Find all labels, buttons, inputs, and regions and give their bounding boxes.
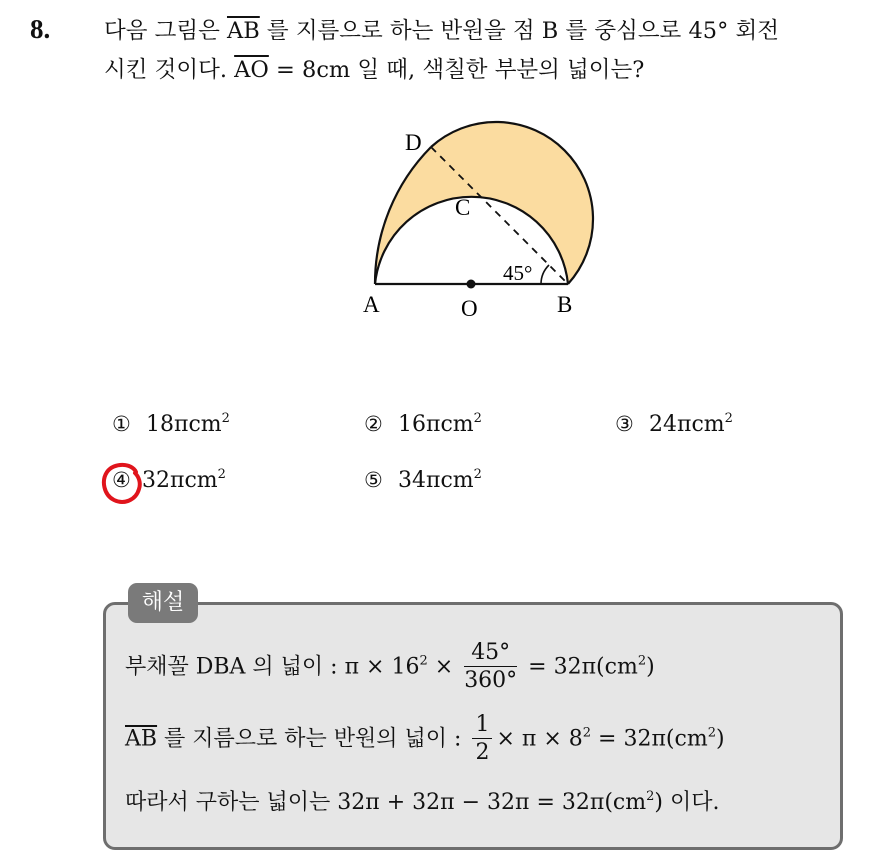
choice-1[interactable]: ① 18πcm$^2$	[112, 411, 230, 437]
solution-line-2: $\overline{AB}$ 를 지름으로 하는 반원의 넓이 : $\frac{1}{2}$ × $\pi \times 8^2 = 32\pi(cm^2)$	[125, 712, 725, 765]
choice-2-mark: ②	[364, 412, 383, 436]
choice-1-mark: ①	[112, 412, 131, 436]
label-o: O	[461, 296, 478, 321]
label-c: C	[455, 195, 471, 220]
choice-1-value: 18πcm	[146, 412, 222, 437]
choice-5-value: 34πcm	[398, 468, 474, 493]
choice-5-mark: ⑤	[364, 468, 383, 492]
choice-5[interactable]: ⑤ 34πcm$^2$	[364, 467, 482, 493]
choice-4[interactable]: ④ 32πcm$^2$	[112, 467, 226, 493]
segment-ao: $\overline{AO}$	[234, 57, 269, 83]
angle-arc	[541, 265, 549, 284]
semicircle-rotation-figure	[340, 112, 620, 327]
question-number: 8.	[30, 14, 51, 44]
angle-label: 45°	[503, 261, 533, 285]
label-d: D	[405, 130, 422, 155]
fraction-45-360: $\frac{45^\circ}{360^\circ}$	[464, 640, 518, 693]
choice-4-mark: ④	[112, 468, 131, 492]
label-a: A	[363, 292, 380, 317]
question-text	[104, 12, 874, 90]
selection-circle-mark	[98, 458, 148, 508]
question-line-2: 시킨 것이다. $\overline{AO} = 8cm$ 일 때, 색칠한 부분의 넓이는?	[104, 57, 645, 83]
segment-ab-solution: $\overline{AB}$	[125, 726, 158, 752]
question-line-1: 다음 그림은 $\overline{AB}$ 를 지름으로 하는 반원을 점 B 를 중심으로 45° 회전	[104, 18, 779, 44]
choice-3-value: 24πcm	[649, 412, 725, 437]
center-point-o	[467, 280, 476, 289]
fraction-1-2: $\frac{1}{2}$	[472, 712, 492, 767]
choice-3[interactable]: ③ 24πcm$^2$	[615, 411, 733, 437]
segment-ab: $\overline{AB}$	[226, 18, 260, 44]
choice-4-value: 32πcm	[142, 468, 218, 493]
choice-3-mark: ③	[615, 412, 634, 436]
solution-label: 해설	[128, 583, 198, 623]
label-b: B	[557, 292, 573, 317]
solution-line-1: 부채꼴 DBA 의 넓이 : $\pi \times 16^2$ × $\frac{45^\circ}{360^\circ}$ = $32\pi(cm^2)$	[125, 640, 655, 693]
choice-2[interactable]: ② 16πcm$^2$	[364, 411, 482, 437]
choice-2-value: 16πcm	[398, 412, 474, 437]
solution-line-3: 따라서 구하는 넓이는 $32\pi + 32\pi - 32\pi = 32\pi(cm^2)$ 이다.	[125, 789, 720, 815]
